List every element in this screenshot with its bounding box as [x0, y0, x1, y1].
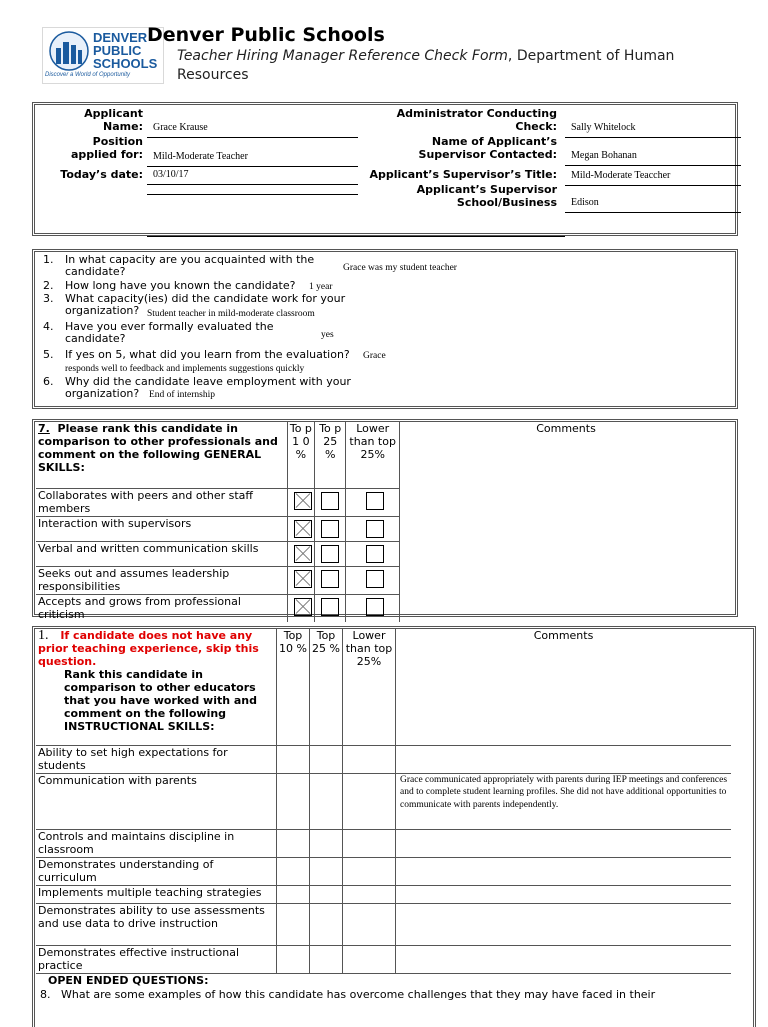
lower-cell[interactable]: [343, 829, 396, 857]
table-row: [36, 541, 400, 566]
top10-cell[interactable]: [277, 945, 310, 973]
lower-checkbox[interactable]: [366, 520, 384, 538]
table-row: [36, 594, 400, 622]
lower-cell[interactable]: [343, 745, 396, 773]
subtitle-department: , Department of Human Resources: [177, 48, 675, 83]
skill-label: Seeks out and assumes leadership responsibilities: [36, 566, 287, 594]
lower-cell[interactable]: [343, 945, 396, 973]
answer-5[interactable]: Grace responds well to feedback and implements suggestions quickly: [65, 351, 386, 374]
top10-cell: [287, 541, 314, 566]
skill-label: Demonstrates understanding of curriculum: [36, 857, 277, 885]
general-comments-header: Comments: [536, 422, 596, 435]
top25-checkbox[interactable]: [321, 545, 339, 563]
instructional-heading: Rank this candidate in comparison to other educators that you have worked with and comment on the following INSTRUCTIONAL SKILLS:: [64, 668, 258, 733]
question-number: 4.: [43, 320, 54, 333]
applicant-info-box: [32, 102, 738, 236]
table-row: [36, 773, 731, 829]
question-number: 6.: [43, 375, 54, 388]
instructional-skills-table: [36, 629, 731, 974]
top10-checkbox[interactable]: [294, 492, 312, 510]
question-number: 1.: [43, 253, 54, 266]
logo-tagline: Discover a World of Opportunity: [45, 72, 131, 78]
col-top25-header: To p 25 %: [315, 422, 346, 488]
lower-cell[interactable]: [343, 903, 396, 945]
questions-box: [32, 249, 738, 409]
skill-label: Controls and maintains discipline in classroom: [36, 829, 277, 857]
table-row: [36, 945, 731, 973]
logo-word-3: SCHOOLS: [93, 56, 158, 71]
answer-1[interactable]: Grace was my student teacher: [343, 263, 457, 273]
supervisor-title-label: Applicant’s Supervisor’s Title:: [369, 168, 557, 181]
lower-cell: [346, 566, 400, 594]
comment-cell[interactable]: [396, 829, 732, 857]
question-8: [40, 988, 740, 1001]
info-bottom-rule: [147, 236, 565, 237]
skill-label: Demonstrates effective instructional practice: [36, 945, 277, 973]
answer-2[interactable]: 1 year: [309, 282, 333, 292]
comment-cell[interactable]: [396, 745, 732, 773]
general-number: 7.: [38, 422, 50, 435]
top25-cell: [315, 594, 346, 622]
col-comments-header: Comments: [396, 629, 732, 745]
position-field[interactable]: Mild-Moderate Teacher: [147, 148, 358, 167]
top25-cell[interactable]: [310, 773, 343, 829]
top25-cell: [315, 541, 346, 566]
table-row: [36, 745, 731, 773]
top10-cell: [287, 594, 314, 622]
top10-cell[interactable]: [277, 745, 310, 773]
answer-4[interactable]: yes: [321, 330, 334, 340]
lower-checkbox[interactable]: [366, 570, 384, 588]
top25-cell: [315, 566, 346, 594]
question-text: If yes on 5, what did you learn from the evaluation?: [65, 348, 350, 361]
top10-checkbox[interactable]: [294, 570, 312, 588]
table-row: [36, 488, 400, 516]
open-ended-heading: OPEN ENDED QUESTIONS:: [48, 974, 209, 987]
top25-cell[interactable]: [310, 745, 343, 773]
admin-label: Administrator Conducting Check:: [396, 107, 557, 133]
blank-field-1[interactable]: [147, 194, 358, 195]
lower-cell: [346, 488, 400, 516]
comment-cell[interactable]: [396, 857, 732, 885]
question-text: What capacity(ies) did the candidate work for your organization?: [65, 292, 346, 317]
page-title: Denver Public Schools: [147, 24, 385, 46]
top25-cell[interactable]: [310, 885, 343, 903]
table-row: [36, 857, 731, 885]
top25-cell[interactable]: [310, 857, 343, 885]
question-text: Have you ever formally evaluated the candidate?: [65, 320, 274, 345]
question-8-text: What are some examples of how this candidate has overcome challenges that they may have faced in their: [61, 988, 656, 1001]
logo-word-2: PUBLIC: [93, 43, 142, 58]
applicant-name-field[interactable]: Grace Krause: [147, 119, 358, 138]
top10-cell: [287, 566, 314, 594]
question-number: 5.: [43, 348, 54, 361]
general-heading: Please rank this candidate in comparison to other professionals and comment on the following GENERAL SKILLS:: [38, 422, 278, 474]
admin-field[interactable]: Sally Whitelock: [565, 119, 741, 138]
skill-label: Verbal and written communication skills: [36, 541, 287, 566]
question-text: How long have you known the candidate?: [65, 279, 296, 292]
answer-3[interactable]: Student teacher in mild-moderate classroom: [147, 309, 315, 319]
supervisor-name-field[interactable]: Megan Bohanan: [565, 147, 741, 166]
position-label: Position applied for:: [70, 135, 143, 161]
top10-cell[interactable]: [277, 885, 310, 903]
supervisor-title-field[interactable]: Mild-Moderate Teaccher: [565, 167, 741, 186]
lower-cell: [346, 516, 400, 541]
lower-cell: [346, 594, 400, 622]
top25-checkbox[interactable]: [321, 520, 339, 538]
top10-cell[interactable]: [277, 857, 310, 885]
col-lower-header: Lower than top 25%: [343, 629, 396, 745]
general-skills-heading-cell: [36, 422, 287, 488]
skill-label: Interaction with supervisors: [36, 516, 287, 541]
lower-cell[interactable]: [343, 885, 396, 903]
top25-cell: [315, 488, 346, 516]
skill-label: Collaborates with peers and other staff members: [36, 488, 287, 516]
table-row: [36, 903, 731, 945]
table-row: [36, 566, 400, 594]
top10-cell: [287, 516, 314, 541]
top25-checkbox[interactable]: [321, 598, 339, 616]
top25-cell[interactable]: [310, 829, 343, 857]
table-row: [36, 885, 731, 903]
applicant-name-label: Applicant Name:: [84, 107, 143, 133]
question-number: 3.: [43, 292, 54, 305]
lower-checkbox[interactable]: [366, 492, 384, 510]
supervisor-school-field[interactable]: Edison: [565, 194, 741, 213]
page-subtitle: [177, 47, 747, 85]
logo-skyline-icon: [46, 30, 92, 72]
date-field[interactable]: 03/10/17: [147, 166, 358, 185]
col-top10-header: Top 10 %: [277, 629, 310, 745]
col-lower-header: Lower than top 25%: [346, 422, 400, 488]
col-top25-header: Top 25 %: [310, 629, 343, 745]
top10-cell[interactable]: [277, 829, 310, 857]
dps-logo: [42, 27, 164, 84]
question-text: Why did the candidate leave employment with your organization?: [65, 375, 351, 400]
top10-cell[interactable]: [277, 773, 310, 829]
question-text: In what capacity are you acquainted with the candidate?: [65, 253, 315, 278]
skill-label: Implements multiple teaching strategies: [36, 885, 277, 903]
lower-checkbox[interactable]: [366, 545, 384, 563]
supervisor-name-label: Name of Applicant’s Supervisor Contacted:: [418, 135, 557, 161]
instructional-heading-cell: [36, 629, 277, 745]
instructional-skip-note: If candidate does not have any prior teaching experience, skip this question.: [38, 629, 259, 668]
question-number: 2.: [43, 279, 54, 292]
table-row: [36, 829, 731, 857]
comment-cell[interactable]: [396, 885, 732, 903]
top10-checkbox[interactable]: [294, 520, 312, 538]
top25-checkbox[interactable]: [321, 492, 339, 510]
lower-cell[interactable]: [343, 773, 396, 829]
top25-checkbox[interactable]: [321, 570, 339, 588]
top10-cell: [287, 488, 314, 516]
skill-label: Accepts and grows from professional criticism: [36, 594, 287, 622]
supervisor-school-label: Applicant’s Supervisor School/Business: [416, 183, 557, 209]
top25-cell: [315, 516, 346, 541]
subtitle-form-name: Teacher Hiring Manager Reference Check Form: [177, 48, 508, 64]
col-top10-header: To p 1 0 %: [287, 422, 314, 488]
answer-6[interactable]: End of internship: [149, 390, 215, 400]
general-skills-table: [36, 422, 400, 622]
question-8-number: 8.: [40, 988, 51, 1001]
comment-cell[interactable]: Grace communicated appropriately with parents during IEP meetings and conferences and to complete student learning profiles. She did not have additional opportunities to communicate with parents independently.: [396, 773, 732, 829]
top25-cell[interactable]: [310, 903, 343, 945]
skill-label: Ability to set high expectations for students: [36, 745, 277, 773]
top25-cell[interactable]: [310, 945, 343, 973]
lower-cell: [346, 541, 400, 566]
skill-label: Demonstrates ability to use assessments and use data to drive instruction: [36, 903, 277, 945]
lower-cell[interactable]: [343, 857, 396, 885]
comment-cell[interactable]: [396, 903, 732, 945]
top10-checkbox[interactable]: [294, 545, 312, 563]
lower-checkbox[interactable]: [366, 598, 384, 616]
date-label: Today’s date:: [60, 168, 143, 181]
instructional-number: 1.: [38, 628, 49, 643]
skill-label: Communication with parents: [36, 773, 277, 829]
logo-word-1: DENVER: [93, 30, 148, 45]
top10-checkbox[interactable]: [294, 598, 312, 616]
top10-cell[interactable]: [277, 903, 310, 945]
comment-cell[interactable]: [396, 945, 732, 973]
table-row: [36, 516, 400, 541]
